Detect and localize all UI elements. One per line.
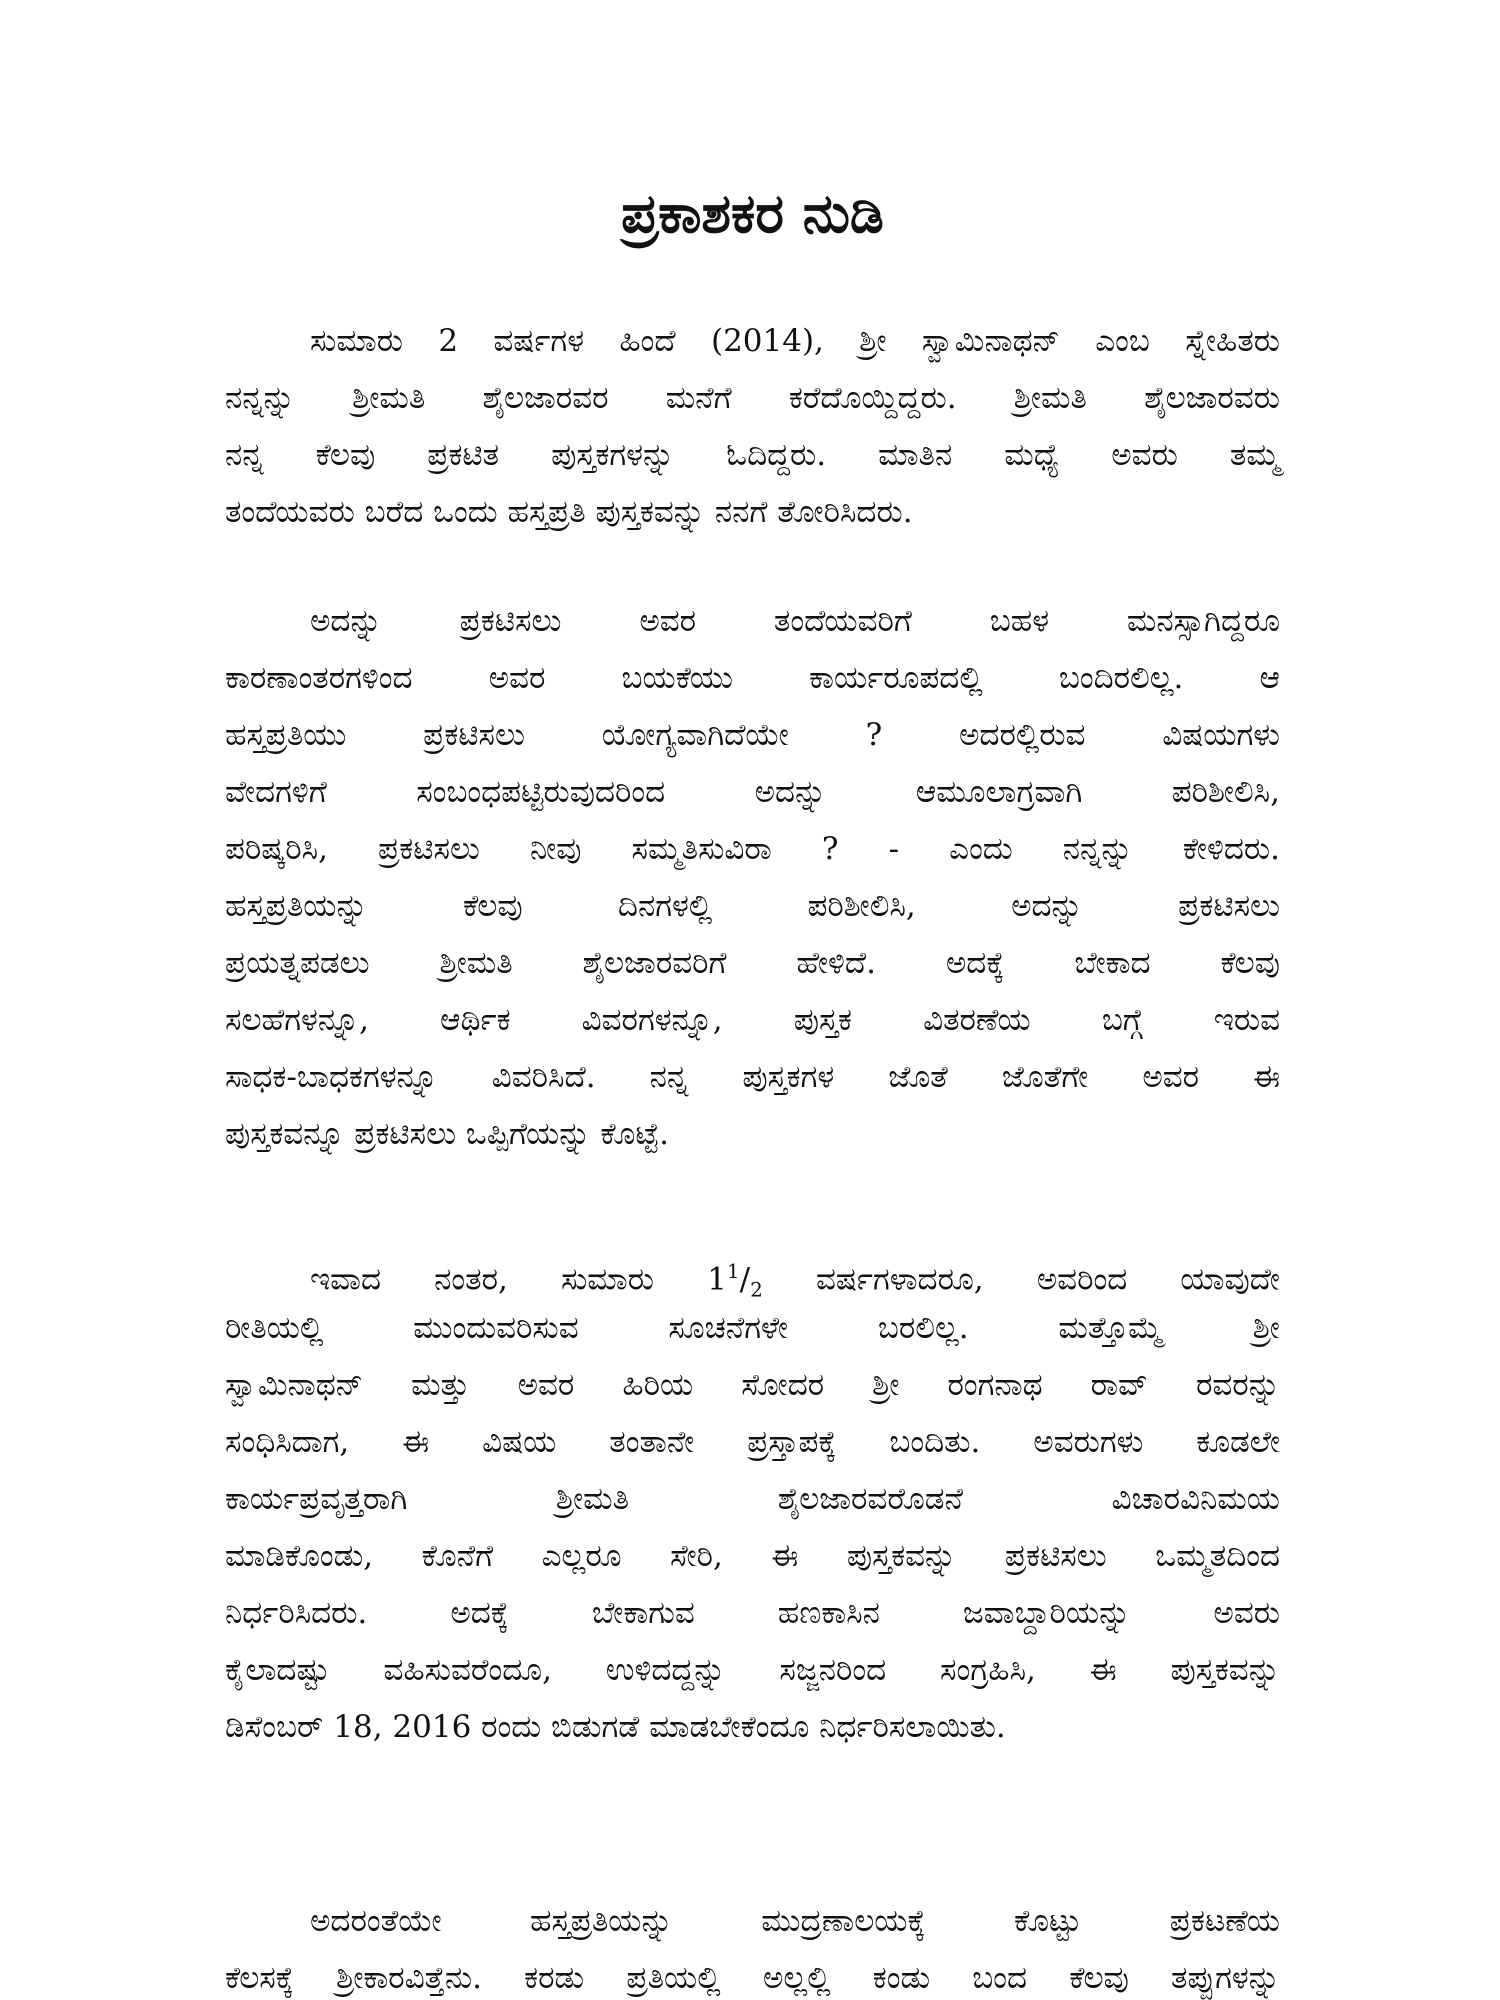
text-line: ಸಾಧಕ-ಬಾಧಕಗಳನ್ನೂ ವಿವರಿಸಿದೆ. ನನ್ನ ಪುಸ್ತಕಗಳ ಜೊತೆ ಜೊತೆಗೇ ಅವರ ಈ [225,1059,1280,1095]
paragraph-3 [225,1243,1280,1756]
text-line: ಹಸ್ತಪ್ರತಿಯು ಪ್ರಕಟಿಸಲು ಯೋಗ್ಯವಾಗಿದೆಯೇ ? ಅದರಲ್ಲಿರುವ ವಿಷಯಗಳು [225,717,1280,753]
text-line: ಸುಮಾರು 2 ವರ್ಷಗಳ ಹಿಂದೆ (2014), ಶ್ರೀ ಸ್ವಾಮಿನಾಥನ್ ಎಂಬ ಸ್ನೇಹಿತರು [310,323,1280,359]
text-segment: ವರ್ಷಗಳಾದರೂ, ಅವರಿಂದ ಯಾವುದೇ [762,1261,1280,1298]
text-line: ನನ್ನ ಕೆಲವು ಪ್ರಕಟಿತ ಪುಸ್ತಕಗಳನ್ನು ಓದಿದ್ದರು. ಮಾತಿನ ಮಧ್ಯೆ ಅವರು ತಮ್ಮ [225,437,1280,473]
text-line: ಕಾರಣಾಂತರಗಳಿಂದ ಅವರ ಬಯಕೆಯು ಕಾರ್ಯರೂಪದಲ್ಲಿ ಬಂದಿರಲಿಲ್ಲ. ಆ [225,660,1280,696]
paragraph-1 [225,313,1280,541]
text-line: ಅದನ್ನು ಪ್ರಕಟಿಸಲು ಅವರ ತಂದೆಯವರಿಗೆ ಬಹಳ ಮನಸ್ಸಾಗಿದ್ದರೂ [310,603,1280,639]
text-line: ಕೆಲಸಕ್ಕೆ ಶ್ರೀಕಾರವಿತ್ತೆನು. ಕರಡು ಪ್ರತಿಯಲ್ಲಿ ಅಲ್ಲಲ್ಲಿ ಕಂಡು ಬಂದ ಕೆಲವು ತಪ್ಪುಗಳನ್ನು [225,1960,1280,1996]
text-line: ಅದರಂತೆಯೇ ಹಸ್ತಪ್ರತಿಯನ್ನು ಮುದ್ರಣಾಲಯಕ್ಕೆ ಕೊಟ್ಟು ಪ್ರಕಟಣೆಯ [310,1903,1280,1939]
text-line: ಕೈಲಾದಷ್ಟು ವಹಿಸುವರೆಂದೂ, ಉಳಿದದ್ದನ್ನು ಸಜ್ಜನರಿಂದ ಸಂಗ್ರಹಿಸಿ, ಈ ಪುಸ್ತಕವನ್ನು [225,1652,1280,1688]
page-title: ಪ್ರಕಾಶಕರ ನುಡಿ [621,181,884,245]
text-line: ಪರಿಷ್ಕರಿಸಿ, ಪ್ರಕಟಿಸಲು ನೀವು ಸಮ್ಮತಿಸುವಿರಾ ? - ಎಂದು ನನ್ನನ್ನು ಕೇಳಿದರು. [225,831,1280,867]
document-page [225,0,1280,2000]
text-line: ಹಸ್ತಪ್ರತಿಯನ್ನು ಕೆಲವು ದಿನಗಳಲ್ಲಿ ಪರಿಶೀಲಿಸಿ, ಅದನ್ನು ಪ್ರಕಟಿಸಲು [225,888,1280,924]
paragraph-2 [225,593,1280,1163]
text-line: ನನ್ನನ್ನು ಶ್ರೀಮತಿ ಶೈಲಜಾರವರ ಮನೆಗೆ ಕರೆದೊಯ್ದಿದ್ದರು. ಶ್ರೀಮತಿ ಶೈಲಜಾರವರು [225,380,1280,416]
text-line: ಸಲಹೆಗಳನ್ನೂ, ಆರ್ಥಿಕ ವಿವರಗಳನ್ನೂ, ಪುಸ್ತಕ ವಿತರಣೆಯ ಬಗ್ಗೆ ಇರುವ [225,1002,1280,1038]
text-line: ಮಾಡಿಕೊಂಡು, ಕೊನೆಗೆ ಎಲ್ಲರೂ ಸೇರಿ, ಈ ಪುಸ್ತಕವನ್ನು ಪ್ರಕಟಿಸಲು ಒಮ್ಮತದಿಂದ [225,1538,1280,1574]
text-line: ಸ್ವಾಮಿನಾಥನ್ ಮತ್ತು ಅವರ ಹಿರಿಯ ಸೋದರ ಶ್ರೀ ರಂಗನಾಥ ರಾವ್ ರವರನ್ನು [225,1367,1280,1403]
text-line: ತಂದೆಯವರು ಬರೆದ ಒಂದು ಹಸ್ತಪ್ರತಿ ಪುಸ್ತಕವನ್ನು ನನಗೆ ತೋರಿಸಿದರು. [225,494,913,530]
text-line: ವೇದಗಳಿಗೆ ಸಂಬಂಧಪಟ್ಟಿರುವುದರಿಂದ ಅದನ್ನು ಆಮೂಲಾಗ್ರವಾಗಿ ಪರಿಶೀಲಿಸಿ, [225,774,1280,810]
fraction-denominator: 2 [750,1277,763,1302]
text-line: ಡಿಸೆಂಬರ್ 18, 2016 ರಂದು ಬಿಡುಗಡೆ ಮಾಡಬೇಕೆಂದೂ ನಿರ್ಧರಿಸಲಾಯಿತು. [225,1709,1006,1745]
text-line: ನಿರ್ಧರಿಸಿದರು. ಅದಕ್ಕೆ ಬೇಕಾಗುವ ಹಣಕಾಸಿನ ಜವಾಬ್ದಾರಿಯನ್ನು ಅವರು [225,1595,1280,1631]
text-line: ಪ್ರಯತ್ನಪಡಲು ಶ್ರೀಮತಿ ಶೈಲಜಾರವರಿಗೆ ಹೇಳಿದೆ. ಅದಕ್ಕೆ ಬೇಕಾದ ಕೆಲವು [225,945,1280,981]
paragraph-4 [225,1893,1280,2000]
text-line: ರೀತಿಯಲ್ಲಿ ಮುಂದುವರಿಸುವ ಸೂಚನೆಗಳೇ ಬರಲಿಲ್ಲ. ಮತ್ತೊಮ್ಮೆ ಶ್ರೀ [225,1310,1280,1346]
fraction-numerator: 1 [726,1259,740,1283]
text-line: ಪುಸ್ತಕವನ್ನೂ ಪ್ರಕಟಿಸಲು ಒಪ್ಪಿಗೆಯನ್ನು ಕೊಟ್ಟೆ. [225,1116,669,1152]
text-segment: ಇವಾದ ನಂತರ, ಸುಮಾರು 1 [310,1261,727,1298]
text-line: ಕಾರ್ಯಪ್ರವೃತ್ತರಾಗಿ ಶ್ರೀಮತಿ ಶೈಲಜಾರವರೊಡನೆ ವಿಚಾರವಿನಿಮಯ [225,1481,1280,1517]
text-line: ಸಂಧಿಸಿದಾಗ, ಈ ವಿಷಯ ತಂತಾನೇ ಪ್ರಸ್ತಾಪಕ್ಕೆ ಬಂದಿತು. ಅವರುಗಳು ಕೂಡಲೇ [225,1424,1280,1460]
text-line-with-fraction: ಇವಾದ ನಂತರ, ಸುಮಾರು $1^1/_2$ ವರ್ಷಗಳಾದರೂ, ಅವರಿಂದ ಯಾವುದೇ [310,1259,1280,1302]
